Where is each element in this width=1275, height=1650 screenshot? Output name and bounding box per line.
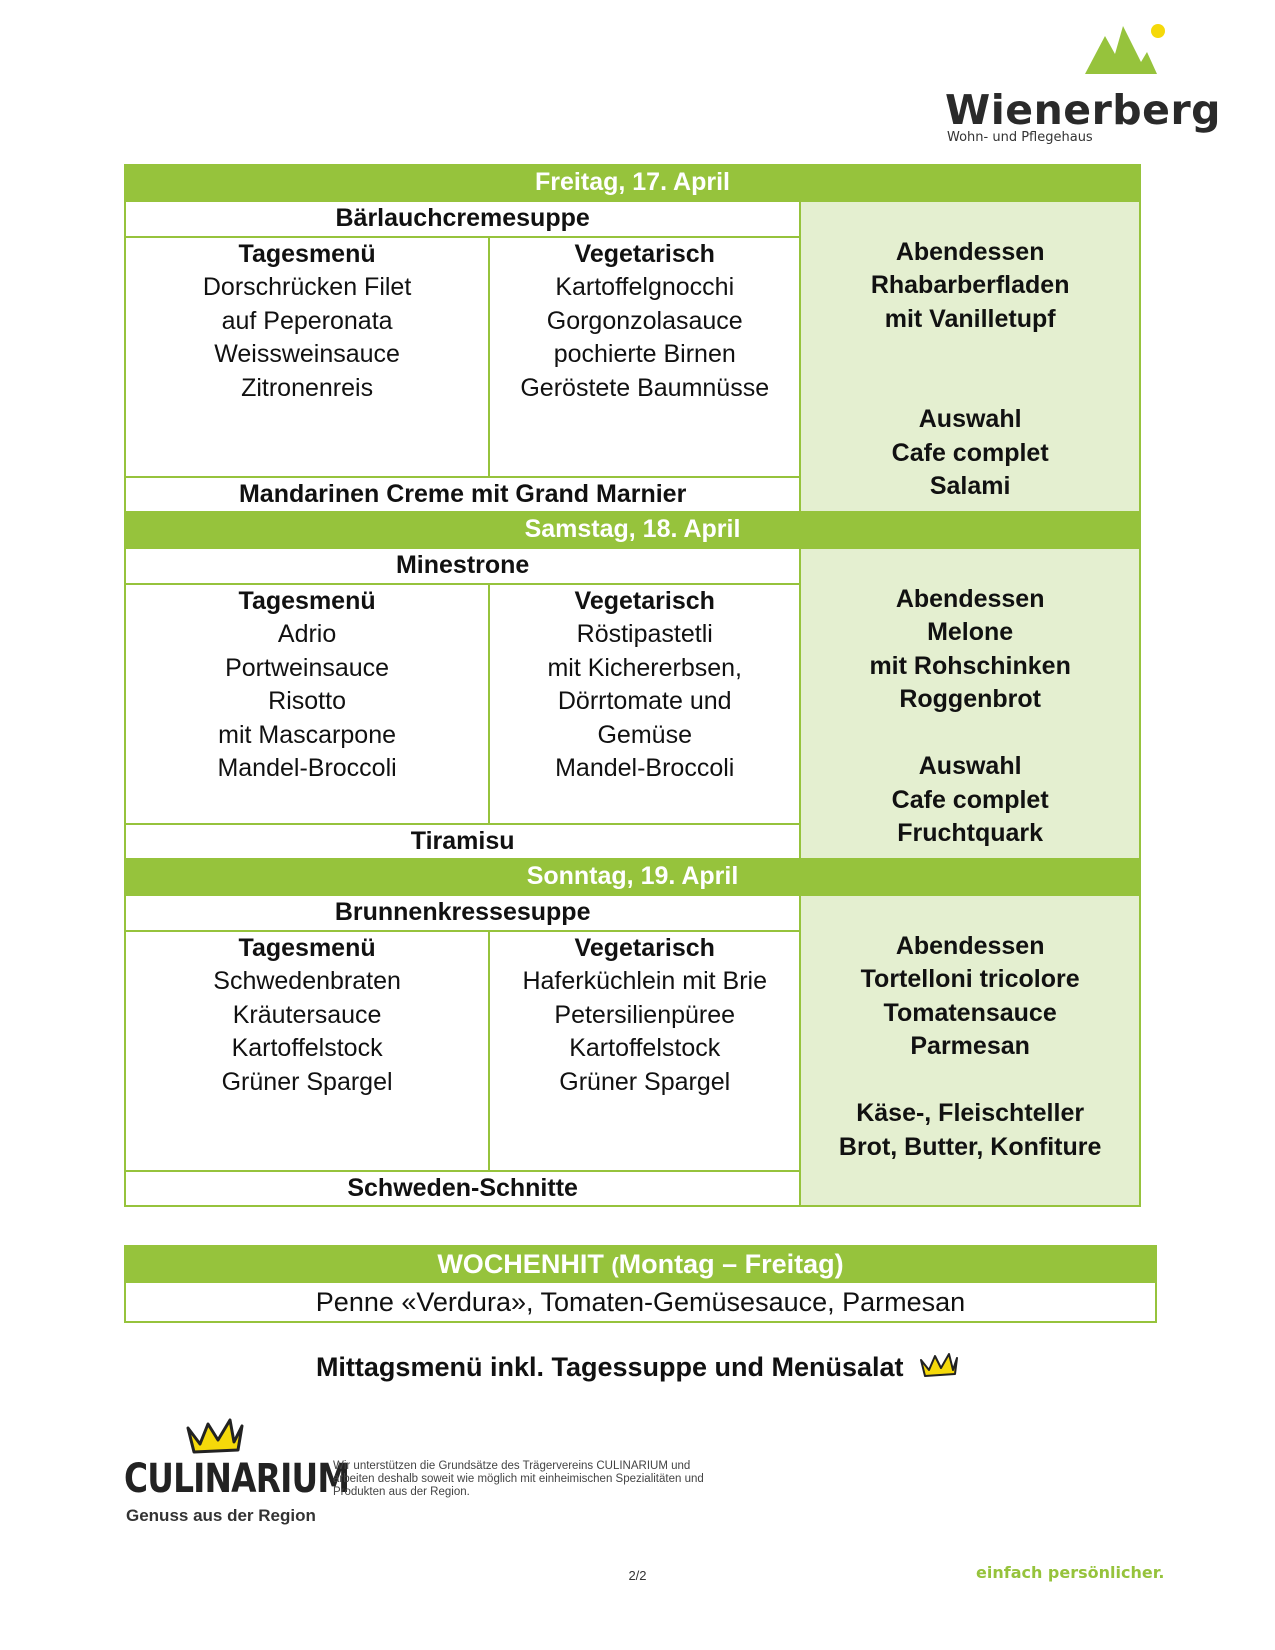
day-header — [125, 859, 1140, 895]
choice-line: Cafe complet — [891, 785, 1049, 814]
soup-row — [125, 548, 1140, 584]
dinner-line: mit Vanilletupf — [884, 304, 1056, 333]
choice-line: Brot, Butter, Konfiture — [838, 1132, 1102, 1161]
wochenhit-title — [125, 1246, 1156, 1282]
dinner-line: Roggenbrot — [899, 685, 1041, 713]
tagesmenu-line: Kräutersauce — [232, 1000, 382, 1029]
vegetarisch-line: Petersilienpüree — [554, 1000, 736, 1029]
choice-line: Fruchtquark — [897, 819, 1044, 847]
culinarium-logo — [124, 1418, 350, 1528]
tagesmenu-line: Risotto — [268, 687, 346, 715]
vegetarisch-line: Haferküchlein mit Brie — [522, 967, 767, 995]
soup: Brunnenkressesuppe — [125, 895, 800, 931]
tagesmenu-heading: Tagesmenü — [238, 933, 376, 962]
choice-line: Salami — [929, 472, 1011, 500]
dinner-line: Parmesan — [910, 1032, 1030, 1060]
wochenhit-table — [124, 1245, 1157, 1323]
tagesmenu-line: Schwedenbraten — [213, 967, 401, 995]
vegetarisch-line: Kartoffelstock — [569, 1034, 721, 1062]
tagesmenu-cell — [125, 931, 489, 1171]
vegetarisch-heading: Vegetarisch — [574, 586, 715, 615]
lunch-note — [0, 1352, 1275, 1383]
tagesmenu-line: Portweinsauce — [225, 653, 390, 682]
tagesmenu-line: mit Mascarpone — [218, 720, 397, 749]
vegetarisch-line: Gorgonzolasauce — [546, 306, 743, 335]
tagesmenu-heading: Tagesmenü — [238, 586, 376, 615]
day-title: Samstag, 18. April — [125, 512, 1140, 548]
vegetarisch-cell — [489, 584, 800, 824]
wochenhit-dish: Penne «Verdura», Tomaten-Gemüsesauce, Parmesan — [125, 1282, 1156, 1322]
vegetarisch-line: Dörrtomate und — [557, 687, 732, 715]
dessert: Mandarinen Creme mit Grand Marnier — [125, 477, 800, 513]
page-number: 2/2 — [628, 1568, 647, 1583]
dinner-cell — [800, 895, 1140, 1206]
vegetarisch-line: Mandel-Broccoli — [555, 754, 735, 782]
tagesmenu-cell — [125, 237, 489, 477]
choice-heading: Auswahl — [918, 752, 1022, 780]
vegetarisch-line: pochierte Birnen — [553, 340, 736, 368]
wochenhit-header — [125, 1246, 1156, 1282]
dinner-heading: Abendessen — [895, 237, 1045, 266]
day-header — [125, 165, 1140, 201]
culinarium-subtitle: Genuss aus der Region — [126, 1506, 316, 1525]
tagesmenu-line: auf Peperonata — [221, 306, 393, 335]
crown-icon — [186, 1418, 244, 1454]
tagesmenu-heading: Tagesmenü — [238, 239, 376, 268]
tagesmenu-line: Dorschrücken Filet — [202, 273, 412, 301]
vegetarisch-line: Kartoffelgnocchi — [555, 273, 735, 301]
crown-icon — [919, 1352, 959, 1378]
dinner-line: Tortelloni tricolore — [860, 965, 1080, 993]
lunch-note-text: Mittagsmenü inkl. Tagessuppe und Menüsalat — [315, 1352, 904, 1382]
tagesmenu-line: Kartoffelstock — [231, 1034, 383, 1062]
dessert: Schweden-Schnitte — [125, 1171, 800, 1207]
tagesmenu-cell — [125, 584, 489, 824]
dinner-line: Rhabarberfladen — [870, 271, 1070, 299]
soup-row — [125, 201, 1140, 237]
day-header — [125, 512, 1140, 548]
tagesmenu-line: Grüner Spargel — [221, 1067, 393, 1096]
wochenhit-row — [125, 1282, 1156, 1322]
soup-row — [125, 895, 1140, 931]
dinner-heading: Abendessen — [895, 931, 1045, 960]
dinner-line: mit Rohschinken — [869, 651, 1071, 680]
dinner-heading: Abendessen — [895, 584, 1045, 613]
dessert: Tiramisu — [125, 824, 800, 860]
tagesmenu-line: Weissweinsauce — [214, 340, 400, 368]
wienerberg-logo — [945, 22, 1222, 147]
day-title: Freitag, 17. April — [125, 165, 1140, 201]
tagesmenu-line: Adrio — [277, 620, 337, 648]
dinner-line: Melone — [927, 618, 1014, 646]
soup: Minestrone — [125, 548, 800, 584]
soup: Bärlauchcremesuppe — [125, 201, 800, 237]
culinarium-name: CULINARIUM — [124, 1456, 350, 1502]
wochenhit-paren: ( — [611, 1252, 619, 1278]
wochenhit-period: Montag – Freitag) — [618, 1248, 844, 1279]
vegetarisch-line: Gemüse — [597, 720, 692, 749]
vegetarisch-line: mit Kichererbsen, — [547, 653, 742, 682]
vegetarisch-cell — [489, 237, 800, 477]
dinner-cell — [800, 548, 1140, 859]
vegetarisch-heading: Vegetarisch — [574, 933, 715, 962]
menu-table — [124, 164, 1141, 1207]
choice-line: Cafe complet — [891, 438, 1049, 467]
brand-subtitle: Wohn- und Pflegehaus — [947, 130, 1093, 145]
wochenhit-label: WOCHENHIT — [437, 1248, 604, 1279]
mountain-logo-icon — [1085, 22, 1165, 77]
tagesmenu-line: Mandel-Broccoli — [217, 754, 397, 782]
dinner-line: Tomatensauce — [883, 998, 1057, 1027]
day-title: Sonntag, 19. April — [125, 859, 1140, 895]
dinner-cell — [800, 201, 1140, 512]
culinarium-statement: Wir unterstützen die Grundsätze des Trägervereins CULINARIUM und arbeiten deshalb soweit wie möglich mit einheimischen Spezialitäten und Produkten aus der Region. — [333, 1460, 704, 1498]
vegetarisch-heading: Vegetarisch — [574, 239, 715, 268]
brand-name: Wienerberg — [945, 86, 1222, 134]
vegetarisch-line: Geröstete Baumnüsse — [520, 373, 770, 402]
tagline: einfach persönlicher. — [976, 1563, 1165, 1582]
vegetarisch-line: Röstipastetli — [576, 620, 713, 648]
tagesmenu-line: Zitronenreis — [241, 373, 374, 402]
vegetarisch-line: Grüner Spargel — [559, 1067, 731, 1096]
choice-heading: Auswahl — [918, 405, 1022, 433]
choice-line: Käse-, Fleischteller — [856, 1099, 1085, 1127]
vegetarisch-cell — [489, 931, 800, 1171]
